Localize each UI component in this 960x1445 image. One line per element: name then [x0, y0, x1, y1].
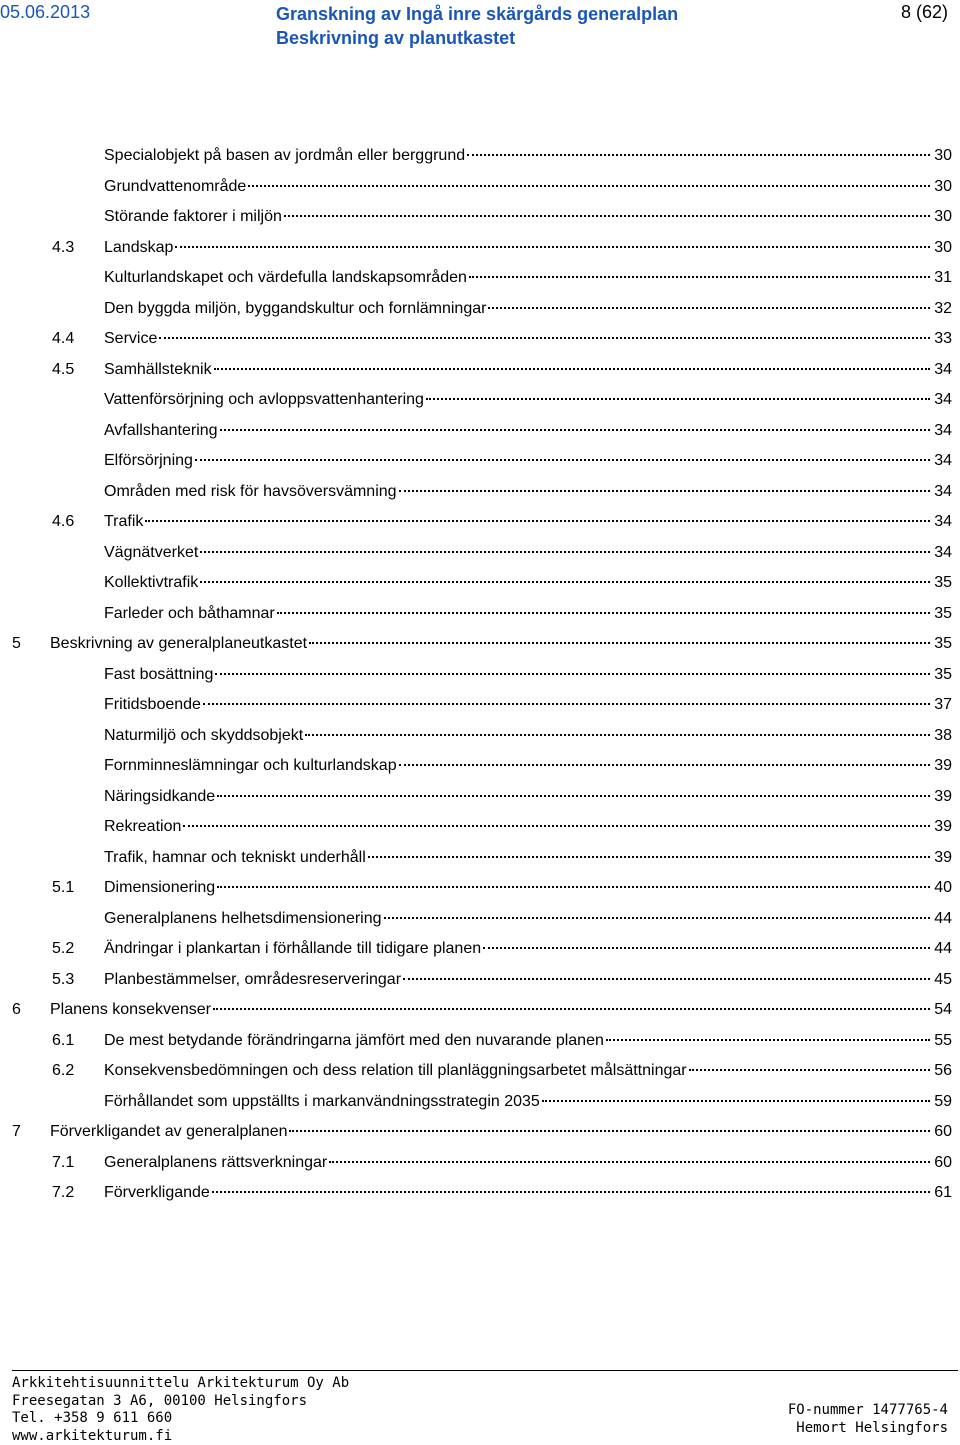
footer-divider: [12, 1370, 958, 1371]
toc-dot-leader: [399, 490, 930, 492]
toc-entry[interactable]: [0, 416, 960, 447]
toc-entry[interactable]: [0, 446, 960, 477]
toc-dot-leader: [200, 551, 930, 553]
toc-entry[interactable]: [0, 294, 960, 325]
toc-entry[interactable]: [0, 904, 960, 935]
toc-entry-line: [104, 507, 952, 538]
toc-entry-number: 4.6: [52, 513, 75, 530]
toc-entry-number: 6.1: [52, 1031, 75, 1049]
toc-entry-title: Fast bosättning: [104, 665, 214, 683]
toc-entry-title: Planens konsekvenser: [50, 1001, 211, 1018]
toc-dot-leader: [159, 337, 930, 339]
toc-entry-title: Näringsidkande: [104, 787, 216, 805]
toc-entry[interactable]: [0, 1117, 960, 1148]
footer-company: Arkkitehtisuunnittelu Arkitekturum Oy Ab: [12, 1375, 350, 1391]
toc-dot-leader: [305, 734, 930, 736]
toc-entry-title: Områden med risk för havsöversvämning: [104, 482, 397, 500]
toc-dot-leader: [483, 947, 930, 949]
toc-entry-title: Fornminneslämningar och kulturlandskap: [104, 757, 397, 774]
toc-entry-page: 39: [934, 848, 952, 866]
toc-entry-line: [104, 202, 952, 233]
toc-entry-page: 34: [934, 391, 952, 408]
toc-entry-page: 38: [934, 726, 952, 744]
header-title-line2: Beskrivning av planutkastet: [276, 28, 516, 48]
toc-entry-line: [104, 1148, 952, 1179]
toc-entry-page: 60: [934, 1123, 952, 1140]
toc-entry-number: 4.4: [52, 330, 75, 347]
toc-entry[interactable]: [0, 934, 960, 965]
toc-dot-leader: [217, 886, 930, 888]
toc-entry-page: 35: [934, 574, 952, 591]
toc-entry[interactable]: [0, 995, 960, 1026]
toc-entry-line: [104, 1178, 952, 1209]
toc-entry[interactable]: [0, 141, 960, 172]
toc-entry[interactable]: [0, 660, 960, 691]
toc-entry-number: 5.1: [52, 879, 75, 896]
toc-entry-title: Förverkligandet av generalplanen: [50, 1123, 288, 1140]
toc-entry-line: [104, 263, 952, 294]
toc-entry-line: [104, 782, 952, 813]
toc-dot-leader: [384, 917, 930, 919]
toc-entry-title: Elförsörjning: [104, 452, 193, 469]
toc-entry-page: 34: [934, 421, 952, 439]
toc-entry[interactable]: [0, 568, 960, 599]
toc-entry-line: [104, 416, 952, 447]
toc-entry-title: Service: [104, 330, 158, 347]
toc-entry-title: Fritidsboende: [104, 696, 201, 713]
toc-dot-leader: [212, 1191, 930, 1193]
toc-entry-title: Rekreation: [104, 818, 182, 835]
toc-entry-page: 35: [934, 635, 952, 652]
toc-entry-page: 32: [934, 299, 952, 317]
toc-entry-page: 40: [934, 879, 952, 896]
toc-entry-line: [50, 1117, 952, 1148]
toc-entry-page: 56: [934, 1062, 952, 1079]
toc-entry-line: [104, 172, 952, 203]
toc-entry-page: 59: [934, 1092, 952, 1110]
toc-entry-number: 7.1: [52, 1153, 75, 1171]
toc-entry-page: 54: [934, 1001, 952, 1018]
toc-dot-leader: [542, 1100, 930, 1102]
toc-dot-leader: [200, 581, 930, 583]
toc-dot-leader: [217, 795, 930, 797]
toc-entry-line: [104, 599, 952, 630]
toc-entry-page: 30: [934, 177, 952, 195]
toc-entry[interactable]: [0, 965, 960, 996]
toc-entry-title: Generalplanens helhetsdimensionering: [104, 909, 382, 927]
toc-entry-title: Samhällsteknik: [104, 360, 212, 378]
toc-dot-leader: [467, 154, 930, 156]
toc-entry[interactable]: [0, 233, 960, 264]
toc-entry-number: 4.5: [52, 360, 75, 378]
toc-dot-leader: [289, 1130, 930, 1132]
toc-entry-page: 30: [934, 238, 952, 256]
toc-entry[interactable]: [0, 599, 960, 630]
toc-entry-title: Planbestämmelser, områdesreserveringar: [104, 970, 402, 988]
toc-entry[interactable]: [0, 873, 960, 904]
toc-entry-line: [104, 812, 952, 843]
toc-entry-number: 6: [12, 1001, 21, 1018]
toc-entry-page: 44: [934, 940, 952, 957]
toc-dot-leader: [284, 215, 930, 217]
toc-entry-page: 45: [934, 970, 952, 988]
toc-entry-line: [104, 568, 952, 599]
toc-entry-title: Kollektivtrafik: [104, 574, 199, 591]
page-header: [0, 0, 960, 52]
toc-entry-title: Specialobjekt på basen av jordmån eller berggrund: [104, 147, 466, 164]
toc-entry[interactable]: [0, 843, 960, 874]
toc-entry-title: Farleder och båthamnar: [104, 604, 275, 622]
toc-dot-leader: [203, 703, 930, 705]
toc-entry-title: Ändringar i plankartan i förhållande till tidigare planen: [104, 940, 482, 957]
toc-dot-leader: [399, 764, 930, 766]
toc-entry-line: [104, 873, 952, 904]
toc-entry-page: 39: [934, 818, 952, 835]
footer-domicile: Hemort Helsingfors: [796, 1419, 948, 1436]
toc-entry-line: [104, 233, 952, 264]
toc-entry-line: [104, 294, 952, 325]
toc-entry-page: 60: [934, 1153, 952, 1171]
toc-dot-leader: [195, 459, 930, 461]
toc-entry-line: [104, 1026, 952, 1057]
header-page-number: 8 (62): [900, 2, 948, 22]
toc-entry[interactable]: [0, 538, 960, 569]
toc-entry-line: [104, 904, 952, 935]
toc-entry-line: [104, 141, 952, 172]
footer-registration: [788, 1402, 948, 1437]
toc-entry-title: Generalplanens rättsverkningar: [104, 1153, 328, 1171]
toc-dot-leader: [488, 307, 930, 309]
footer-website[interactable]: www.arkitekturum.fi: [12, 1427, 173, 1444]
footer-company-info: [12, 1375, 349, 1445]
toc-entry-page: 33: [934, 330, 952, 347]
toc-entry[interactable]: [0, 324, 960, 355]
toc-entry-title: Trafik, hamnar och tekniskt underhåll: [104, 848, 366, 866]
toc-entry-number: 7.2: [52, 1184, 75, 1201]
toc-entry-title: Konsekvensbedömningen och dess relation till planläggningsarbetet målsättningar: [104, 1062, 687, 1079]
toc-dot-leader: [368, 856, 930, 858]
toc-entry-line: [104, 1056, 952, 1087]
toc-entry-page: 39: [934, 787, 952, 805]
toc-entry-title: Kulturlandskapet och värdefulla landskapsområden: [104, 269, 467, 286]
toc-entry-title: Grundvattenområde: [104, 177, 247, 195]
header-date: 05.06.2013: [0, 2, 91, 22]
toc-entry[interactable]: [0, 172, 960, 203]
toc-entry-line: [104, 965, 952, 996]
toc-entry-page: 37: [934, 696, 952, 713]
toc-entry-line: [104, 385, 952, 416]
toc-entry-line: [104, 477, 952, 508]
header-title-line1: Granskning av Ingå inre skärgårds generalplan: [276, 4, 679, 24]
toc-entry-number: 6.2: [52, 1062, 75, 1079]
toc-dot-leader: [309, 642, 930, 644]
toc-entry[interactable]: [0, 1178, 960, 1209]
toc-entry[interactable]: [0, 263, 960, 294]
toc-entry-title: Naturmiljö och skyddsobjekt: [104, 726, 304, 744]
toc-entry[interactable]: [0, 355, 960, 386]
toc-entry-title: Beskrivning av generalplaneutkastet: [50, 635, 308, 652]
toc-entry-line: [104, 934, 952, 965]
toc-dot-leader: [469, 276, 930, 278]
toc-entry-page: 35: [934, 665, 952, 683]
header-title: [276, 2, 678, 50]
toc-entry[interactable]: [0, 690, 960, 721]
toc-entry-page: 34: [934, 543, 952, 561]
toc-entry-title: Vattenförsörjning och avloppsvattenhantering: [104, 391, 424, 408]
toc-entry-line: [104, 721, 952, 752]
toc-entry-page: 34: [934, 360, 952, 378]
toc-entry-title: Dimensionering: [104, 879, 216, 896]
toc-entry-page: 34: [934, 452, 952, 469]
toc-entry-line: [50, 629, 952, 660]
footer-phone: Tel. +358 9 611 660: [12, 1410, 173, 1427]
toc-entry-number: 4.3: [52, 238, 75, 256]
toc-entry[interactable]: [0, 477, 960, 508]
footer-address: Freesegatan 3 A6, 00100 Helsingfors: [12, 1392, 308, 1409]
toc-entry[interactable]: [0, 812, 960, 843]
toc-entry-title: Störande faktorer i miljön: [104, 208, 282, 225]
toc-entry-number: 5: [12, 635, 21, 652]
table-of-contents: [0, 141, 960, 1209]
toc-dot-leader: [606, 1039, 930, 1041]
toc-dot-leader: [248, 185, 930, 187]
toc-dot-leader: [329, 1161, 930, 1163]
toc-dot-leader: [403, 978, 930, 980]
toc-entry[interactable]: [0, 629, 960, 660]
toc-dot-leader: [215, 673, 930, 675]
toc-entry-page: 31: [934, 269, 952, 286]
toc-dot-leader: [145, 520, 930, 522]
toc-entry-title: Förverkligande: [104, 1184, 210, 1201]
toc-entry-title: Trafik: [104, 513, 144, 530]
toc-entry-line: [104, 324, 952, 355]
toc-entry-line: [104, 1087, 952, 1118]
toc-dot-leader: [175, 246, 930, 248]
toc-entry-title: Den byggda miljön, byggandskultur och fornlämningar: [104, 299, 487, 317]
toc-entry[interactable]: [0, 782, 960, 813]
toc-entry-page: 44: [934, 909, 952, 927]
toc-entry-title: Landskap: [104, 238, 174, 256]
toc-entry[interactable]: [0, 1087, 960, 1118]
toc-entry-number: 5.3: [52, 970, 75, 988]
toc-dot-leader: [213, 1008, 930, 1010]
toc-entry-line: [104, 446, 952, 477]
toc-entry-number: 7: [12, 1123, 21, 1140]
toc-entry[interactable]: [0, 721, 960, 752]
toc-entry[interactable]: [0, 1148, 960, 1179]
toc-dot-leader: [426, 398, 930, 400]
toc-entry-line: [104, 355, 952, 386]
toc-entry[interactable]: [0, 1026, 960, 1057]
toc-entry-page: 55: [934, 1031, 952, 1049]
toc-dot-leader: [689, 1069, 930, 1071]
toc-entry-title: Vägnätverket: [104, 543, 199, 561]
toc-entry-page: 30: [934, 208, 952, 225]
toc-entry-page: 35: [934, 604, 952, 622]
toc-entry-page: 34: [934, 482, 952, 500]
toc-dot-leader: [277, 612, 930, 614]
toc-entry-line: [104, 843, 952, 874]
toc-entry-line: [104, 751, 952, 782]
toc-dot-leader: [214, 368, 930, 370]
toc-entry[interactable]: [0, 202, 960, 233]
toc-entry[interactable]: [0, 751, 960, 782]
toc-dot-leader: [220, 429, 930, 431]
toc-dot-leader: [183, 825, 930, 827]
toc-entry-page: 39: [934, 757, 952, 774]
toc-entry-number: 5.2: [52, 940, 75, 957]
toc-entry-line: [104, 690, 952, 721]
toc-entry-line: [104, 538, 952, 569]
toc-entry-page: 34: [934, 513, 952, 530]
toc-entry[interactable]: [0, 385, 960, 416]
footer-fo-number: FO-nummer 1477765-4: [787, 1402, 948, 1418]
toc-entry-title: De mest betydande förändringarna jämfört med den nuvarande planen: [104, 1031, 604, 1049]
toc-entry[interactable]: [0, 507, 960, 538]
toc-entry-line: [104, 660, 952, 691]
toc-entry-title: Avfallshantering: [104, 421, 218, 439]
toc-entry-page: 61: [934, 1184, 952, 1201]
toc-entry[interactable]: [0, 1056, 960, 1087]
toc-entry-title: Förhållandet som uppställts i markanvändningsstrategin 2035: [104, 1092, 540, 1110]
toc-entry-page: 30: [934, 147, 952, 164]
toc-entry-line: [50, 995, 952, 1026]
